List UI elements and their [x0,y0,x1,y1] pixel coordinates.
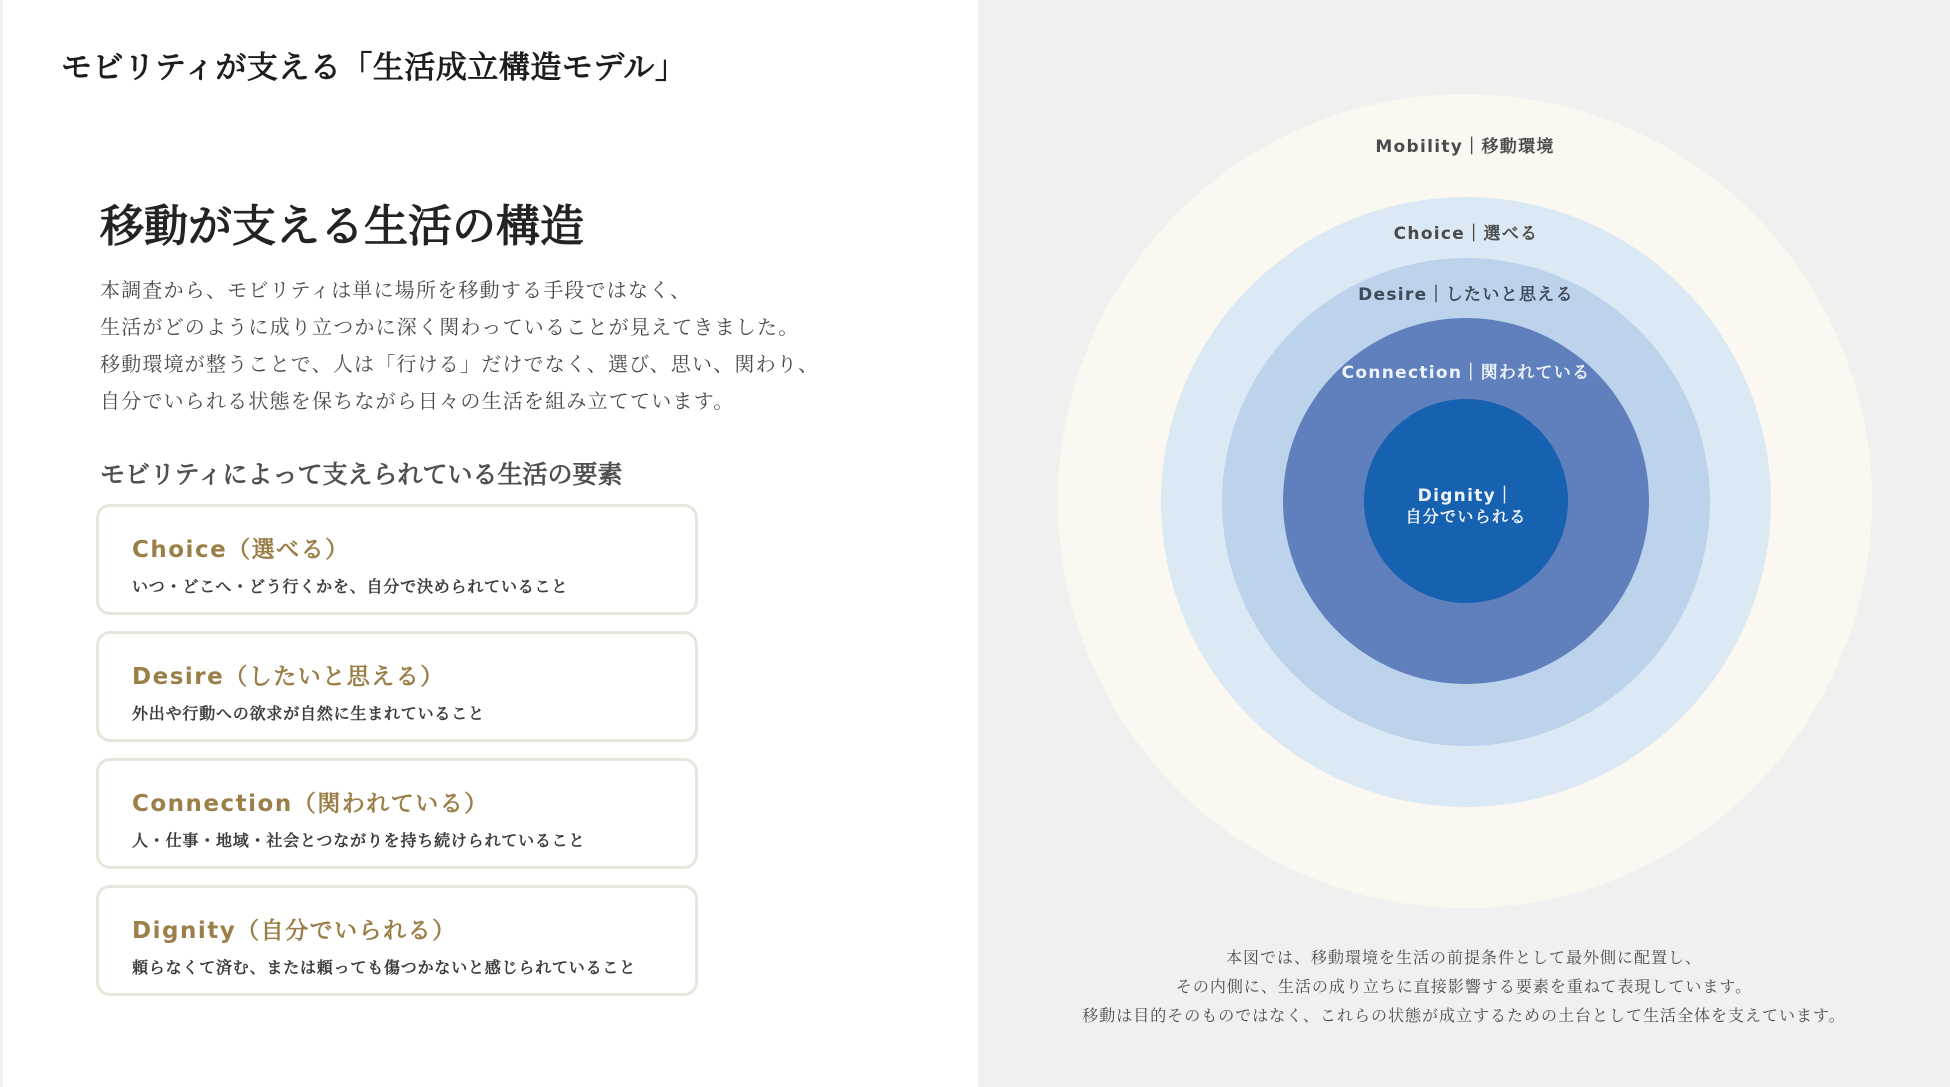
card-title: Dignity（自分でいられる） [132,918,457,944]
card-description: いつ・どこへ・どう行くかを、自分で決められていること [132,577,569,596]
intro-line: 生活がどのように成り立つかに深く関わっていることが見えてきました。 [100,315,800,339]
ring-label-dignity-line1: Dignity｜ [1417,486,1515,506]
element-card-connection [96,758,698,869]
caption-line: 本図では、移動環境を生活の前提条件として最外側に配置し、 [1225,948,1702,967]
ring-label-mobility: Mobility｜移動環境 [1375,137,1555,157]
element-card-desire [96,631,698,742]
ring-label-connection: Connection｜関われている [1341,363,1591,383]
caption-line: 移動は目的そのものではなく、これらの状態が成立するための土台として生活全体を支えています。 [1082,1006,1846,1025]
card-title: Connection（関われている） [132,791,489,817]
card-title: Choice（選べる） [132,537,350,563]
card-description: 人・仕事・地域・社会とつながりを持ち続けられていること [132,831,586,850]
ring-dignity [1364,399,1568,603]
diagram-caption [978,943,1950,1030]
section-heading: 移動が支える生活の構造 [100,201,584,252]
intro-line: 移動環境が整うことで、人は「行ける」だけでなく、選び、思い、関わり、 [100,352,820,376]
intro-line: 本調査から、モビリティは単に場所を移動する手段ではなく、 [100,278,692,302]
slide-title: モビリティが支える「生活成立構造モデル」 [61,50,687,86]
element-card-choice [96,504,698,615]
intro-line: 自分でいられる状態を保ちながら日々の生活を組み立てています。 [100,389,735,413]
card-description: 頼らなくて済む、または頼っても傷つかないと感じられていること [132,958,637,977]
card-description: 外出や行動への欲求が自然に生まれていること [132,704,485,723]
ring-label-dignity-line2: 自分でいられる [1405,507,1527,526]
element-card-list [96,504,698,1012]
ring-label-desire: Desire｜したいと思える [1358,285,1574,305]
intro-paragraph [100,272,819,420]
card-title: Desire（したいと思える） [132,664,445,690]
concentric-ring-diagram [978,0,1950,1087]
right-panel [978,0,1950,1087]
caption-line: その内側に、生活の成り立ちに直接影響する要素を重ねて表現しています。 [1175,977,1753,996]
element-card-dignity [96,885,698,996]
elements-heading: モビリティによって支えられている生活の要素 [100,460,623,489]
ring-label-choice: Choice｜選べる [1393,224,1539,244]
